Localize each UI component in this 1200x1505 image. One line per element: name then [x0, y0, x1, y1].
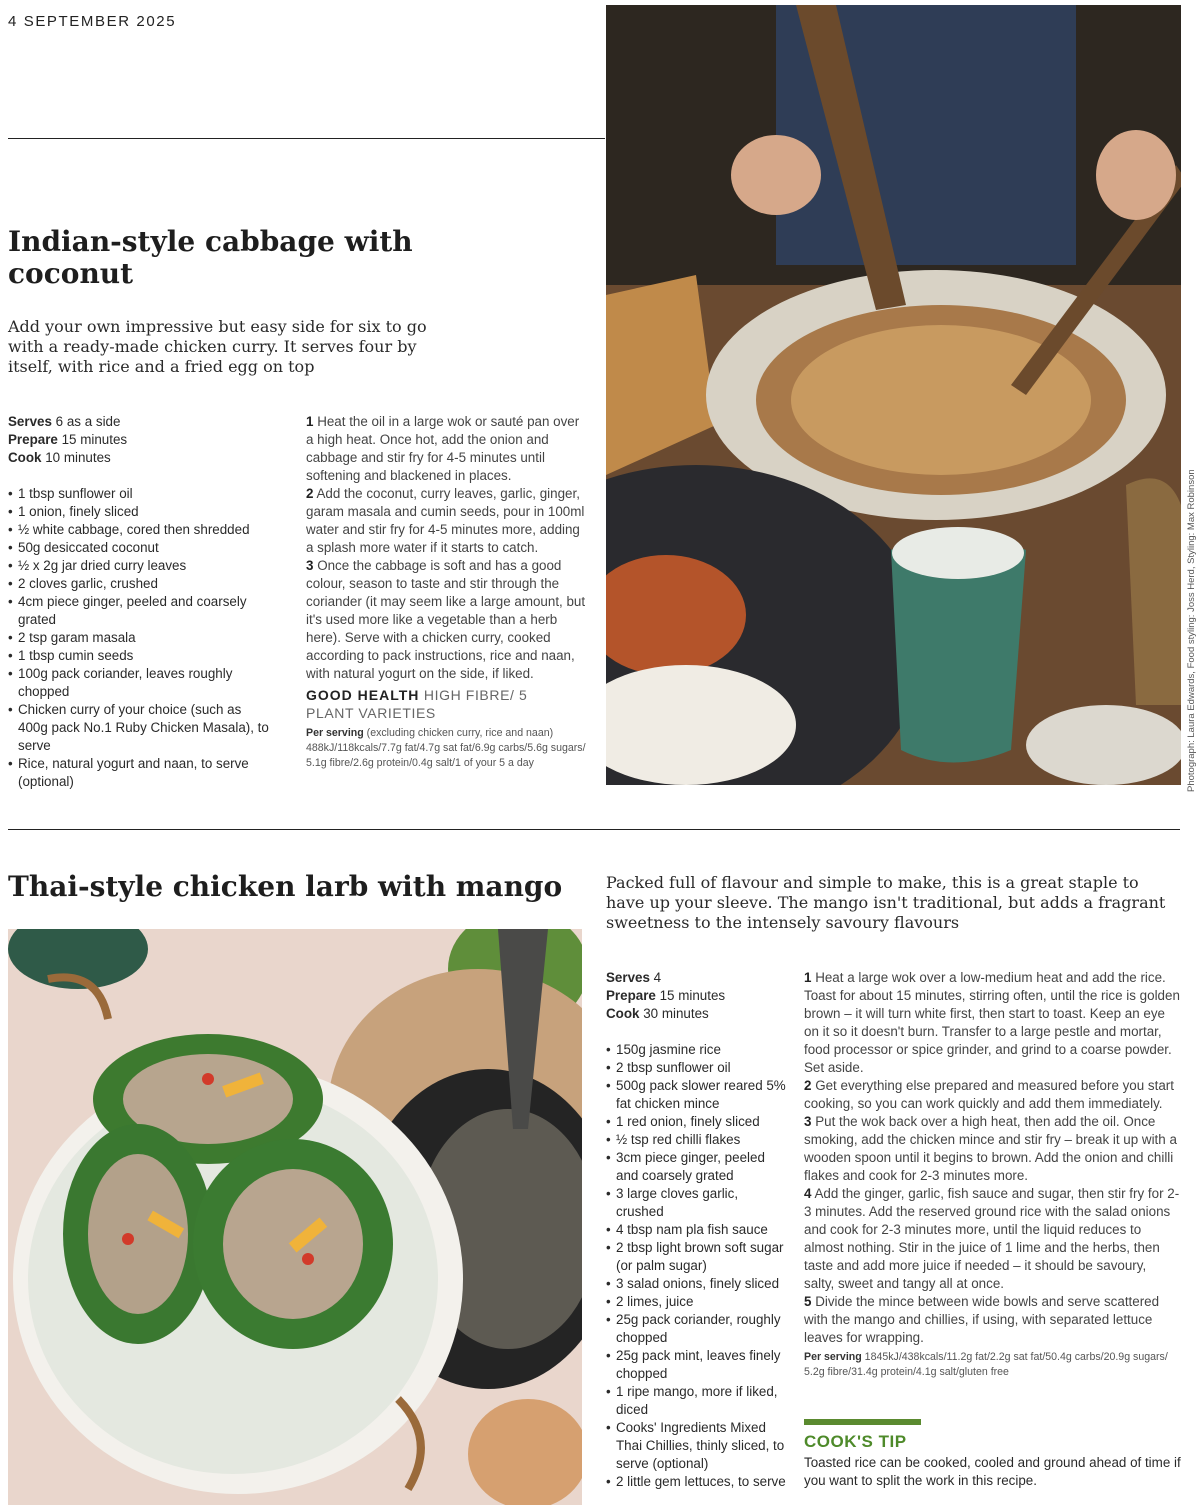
ingredient-item: • Chicken curry of your choice (such as 400g pack No.1 Ruby Chicken Masala), to serve: [8, 701, 270, 755]
method-step: 5 Divide the mince between wide bowls and serve scattered with the mango and chillies, if using, with separated lettuce leaves for wrapping.: [804, 1294, 1160, 1345]
recipe2-nutrition: Per serving 1845kJ/438kcals/11.2g fat/2.2g sat fat/50.4g carbs/20.9g sugars/ 5.2g fibre/31.4g protein/4.1g salt/gluten free: [804, 1351, 1168, 1378]
recipe2-title: Thai-style chicken larb with mango: [8, 870, 563, 903]
recipe1-intro: Add your own impressive but easy side for six to go with a ready-made chicken curry. It serves four by itself, with rice and a fried egg on top: [8, 317, 427, 376]
recipe2-meta: [606, 969, 796, 1023]
ingredient-item: • 50g desiccated coconut: [8, 539, 270, 557]
ingredient-item: • 1 tbsp sunflower oil: [8, 485, 270, 503]
prepare-value: 15 minutes: [659, 988, 726, 1003]
cooks-tip-text: Toasted rice can be cooked, cooled and ground ahead of time if you want to split the work in this recipe.: [804, 1455, 1181, 1488]
ingredient-item: • 4 tbsp nam pla fish sauce: [606, 1221, 786, 1239]
photo-credit: Photograph: Laura Edwards, Food styling: Joss Herd, Styling: Max Robinson: [1186, 469, 1197, 792]
ingredient-item: • 3 large cloves garlic, crushed: [606, 1185, 786, 1221]
cook-value: 30 minutes: [643, 1006, 709, 1021]
ingredient-item: • 2 tsp garam masala: [8, 629, 270, 647]
method-step: 1 Heat the oil in a large wok or sauté pan over a high heat. Once hot, add the onion and cabbage and stir fry for 4-5 minutes until softening and blackened in places.: [306, 414, 580, 483]
ingredient-item: • 25g pack mint, leaves finely chopped: [606, 1347, 786, 1383]
prepare-label: Prepare: [8, 432, 58, 447]
recipe1-ingredients: [8, 485, 270, 791]
recipe2-method: [804, 969, 1180, 1347]
ingredient-item: • 2 tbsp light brown soft sugar (or palm sugar): [606, 1239, 786, 1275]
serves-label: Serves: [606, 970, 650, 985]
ingredient-item: • 100g pack coriander, leaves roughly chopped: [8, 665, 270, 701]
ingredient-item: • 2 little gem lettuces, to serve: [606, 1473, 786, 1491]
serves-value: 4: [653, 970, 662, 985]
cook-label: Cook: [8, 450, 42, 465]
cabbage-photo: [606, 5, 1181, 785]
good-health-text: HIGH FIBRE/ 5 PLANT VARIETIES: [306, 687, 528, 721]
ingredient-item: • 2 limes, juice: [606, 1293, 786, 1311]
ingredient-item: • Rice, natural yogurt and naan, to serve (optional): [8, 755, 270, 791]
cooks-tip-accent-bar: [804, 1419, 921, 1425]
issue-date: 4 SEPTEMBER 2025: [8, 13, 177, 30]
ingredient-item: • 1 onion, finely sliced: [8, 503, 270, 521]
recipe1-nutrition: Per serving (excluding chicken curry, rice and naan) 488kJ/118kcals/7.7g fat/4.7g sat fat/6.9g carbs/5.6g sugars/ 5.1g fibre/2.6g protein/0.4g salt/1 of your 5 a day: [306, 727, 586, 769]
header-divider: [8, 138, 605, 139]
ingredient-item: • 3 salad onions, finely sliced: [606, 1275, 786, 1293]
larb-photo: [8, 929, 582, 1505]
recipe1-meta: [8, 413, 288, 467]
cooks-tip-title: COOK'S TIP: [804, 1432, 907, 1451]
section-divider: [8, 829, 1180, 830]
good-health-note: [306, 686, 566, 722]
prepare-value: 15 minutes: [61, 432, 128, 447]
method-step: 2 Add the coconut, curry leaves, garlic, ginger, garam masala and cumin seeds, pour in 100ml water and stir fry for 4-5 minutes more, adding a splash more water if it starts to catch.: [306, 486, 585, 555]
ingredient-item: • ½ x 2g jar dried curry leaves: [8, 557, 270, 575]
ingredient-item: • ½ tsp red chilli flakes: [606, 1131, 786, 1149]
serves-value: 6 as a side: [55, 414, 121, 429]
method-step: 4 Add the ginger, garlic, fish sauce and sugar, then stir fry for 2-3 minutes. Add the reserved ground rice with the salad onions and cook for 2-3 minutes more, until the liquid reduces to almost nothing. Stir in the juice of 1 lime and the herbs, then taste and add more juice if needed – it should be savoury, salty, sweet and tangy all at once.: [804, 1186, 1180, 1291]
method-step: 1 Heat a large wok over a low-medium heat and add the rice. Toast for about 15 minutes, stirring often, until the rice is golden brown – it will turn white first, then start to toast. Keep an eye on it so it doesn't burn. Transfer to a large pestle and mortar, food processor or spice grinder, and grind to a coarse powder. Set aside.: [804, 970, 1180, 1075]
ingredient-item: • 1 red onion, finely sliced: [606, 1113, 786, 1131]
cook-label: Cook: [606, 1006, 640, 1021]
recipe2-intro: Packed full of flavour and simple to make, this is a great staple to have up your sleeve. The mango isn't traditional, but adds a fragrant sweetness to the intensely savoury flavours: [606, 873, 1166, 932]
ingredient-item: • 25g pack coriander, roughly chopped: [606, 1311, 786, 1347]
serves-label: Serves: [8, 414, 52, 429]
method-step: 2 Get everything else prepared and measured before you start cooking, so you can work quickly and add them immediately.: [804, 1078, 1174, 1111]
prepare-label: Prepare: [606, 988, 656, 1003]
ingredient-item: • 1 tbsp cumin seeds: [8, 647, 270, 665]
ingredient-item: • 1 ripe mango, more if liked, diced: [606, 1383, 786, 1419]
ingredient-item: • Cooks' Ingredients Mixed Thai Chillies, thinly sliced, to serve (optional): [606, 1419, 786, 1473]
good-health-label: GOOD HEALTH: [306, 687, 420, 703]
ingredient-item: • 150g jasmine rice: [606, 1041, 786, 1059]
ingredient-item: • 2 cloves garlic, crushed: [8, 575, 270, 593]
recipe2-ingredients: [606, 1041, 786, 1491]
recipe1-method: [306, 413, 589, 683]
ingredient-item: • 4cm piece ginger, peeled and coarsely grated: [8, 593, 270, 629]
ingredient-item: • 3cm piece ginger, peeled and coarsely grated: [606, 1149, 786, 1185]
method-step: 3 Once the cabbage is soft and has a good colour, season to taste and stir through the coriander (it may seem like a large amount, but it's used more like a vegetable than a herb here). Serve with a chicken curry, cooked according to pack instructions, rice and naan, with natural yogurt on the side, if liked.: [306, 558, 586, 681]
ingredient-item: • 2 tbsp sunflower oil: [606, 1059, 786, 1077]
recipe1-title: Indian-style cabbage with coconut: [8, 225, 413, 290]
ingredient-item: • 500g pack slower reared 5% fat chicken mince: [606, 1077, 786, 1113]
cook-value: 10 minutes: [45, 450, 111, 465]
method-step: 3 Put the wok back over a high heat, then add the oil. Once smoking, add the chicken mince and stir fry – break it up with a wooden spoon until it begins to brown. Add the onion and chilli flakes and cook for 2-3 minutes more.: [804, 1114, 1177, 1183]
ingredient-item: • ½ white cabbage, cored then shredded: [8, 521, 270, 539]
